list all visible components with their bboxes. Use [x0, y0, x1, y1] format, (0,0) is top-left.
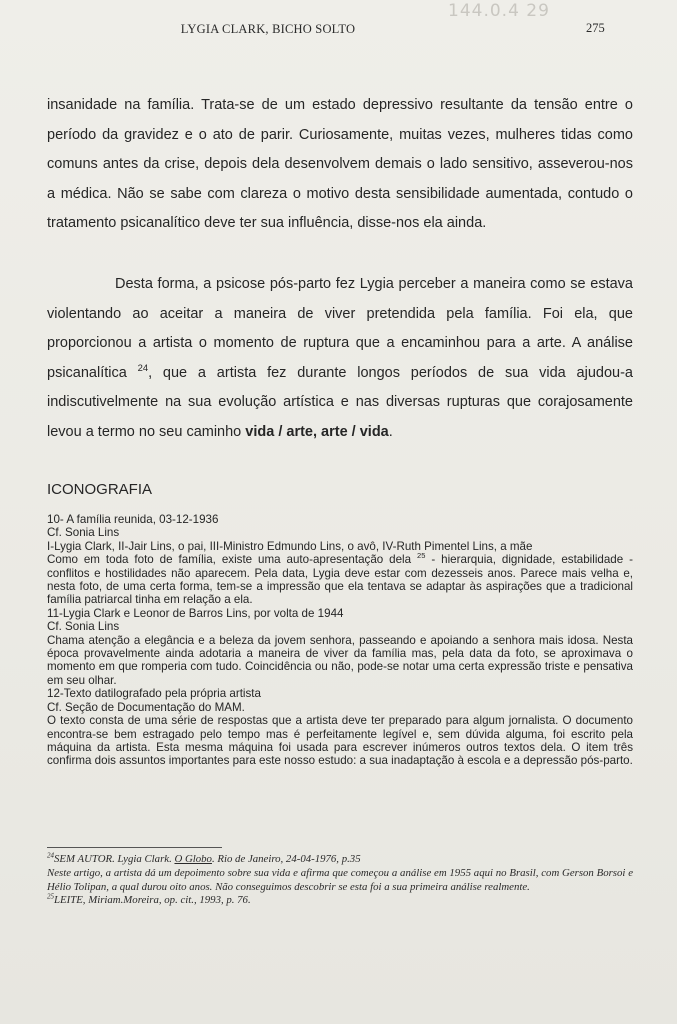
- footnote-divider: [47, 847, 222, 848]
- footnote-24: $^{24}$SEM AUTOR. Lygia Clark. O Globo. Rio de Janeiro, 24-04-1976, p.35: [47, 851, 361, 865]
- figure-title: 12-Texto datilografado pela própria artista: [47, 687, 261, 701]
- figure-caption: I-Lygia Clark, II-Jair Lins, o pai, III-Ministro Edmundo Lins, o avô, IV-Ruth Pimentel Lins, a mãe: [47, 539, 533, 553]
- body-paragraph-1: [47, 91, 633, 239]
- emphasis-text: vida / arte, arte / vida: [245, 423, 389, 440]
- figure-description: Como em toda foto de família, existe uma auto-apresentação dela $^{25}$ - hierarquia, dignidade, estabilidade - conflitos e hostilidades não aparecem. Pela data, Lygia deve estar com dezesseis anos. Parece mais velha e, nesta foto, de uma certa forma, tem-se a impressão que ela tentava se adaptar às aspirações que a tradicional família patriarcal tinha em relação a ela.: [47, 551, 634, 607]
- paragraph-text: insanidade na família. Trata-se de um estado depressivo resultante da tensão entre o período da gravidez e o ato de parir. Curiosamente, muitas vezes, mulheres tidas como comuns antes da crise, depois dela desenvolvem demais o lado sensitivo, asseverou-nos a médica. Não se sabe com clareza o motivo desta sensibilidade aumentada, contudo o tratamento psicanalítico deve ter sua influência, disse-nos ela ainda.: [47, 97, 633, 231]
- footnote-25: $^{25}$LEITE, Miriam.Moreira, op. cit., 1993, p. 76.: [47, 892, 251, 907]
- figure-title: 10- A família reunida, 03-12-1936: [47, 513, 219, 526]
- figure-description: Chama atenção a elegância e a beleza da jovem senhora, passeando e apoiando a senhora mais idosa. Nesta época provavelmente ainda adotaria a maneira de viver da família mas, pela data da foto, se aproximava o momento em que romperia com tudo. Coincidência ou não, pode-se notar uma certa expressão triste e pensativa em seu olhar.: [47, 633, 633, 687]
- footnote-ref-24: 24: [137, 361, 149, 373]
- footnotes: [47, 853, 633, 908]
- figure-source: Cf. Sonia Lins: [47, 620, 120, 634]
- figure-source: Cf. Seção de Documentação do MAM.: [47, 700, 245, 714]
- footnote-ref-25: 25: [417, 551, 426, 561]
- paragraph-text: , que a artista fez durante longos períodos de sua vida ajudou-a indiscutivelmente na sua evolução artística e nas diversas rupturas que corajosamente levou a termo no seu caminho: [47, 364, 633, 440]
- figure-title: 11-Lygia Clark e Leonor de Barros Lins, por volta de 1944: [47, 606, 344, 620]
- running-header: LYGIA CLARK, BICHO SOLTO: [180, 22, 356, 36]
- archive-pencil-mark: 144.0.4 29: [448, 1, 550, 21]
- footnote-24-note: Neste artigo, a artista dá um depoimento sobre sua vida e afirma que começou a análise em 1955 aqui no Brasil, com Gerson Borsoi e Hélio Tolipan, a qual durou oito anos. Não conseguimos descobrir se esta foi a sua primeira análise realmente.: [47, 866, 633, 893]
- body-paragraph-2: Desta forma, a psicose pós-parto fez Lygia perceber a maneira como se estava violentando ao aceitar a maneira de viver pretendida pela família. Foi ela, que proporcionou a artista o momento de ruptura que a encaminhou para a arte. A análise psicanalítica $^{24}$, que a artista fez durante longos períodos de sua vida ajudou-a indiscutivelmente na sua evolução artística e nas diversas rupturas que corajosamente levou a termo no seu caminho vida / arte, arte / vida.: [47, 276, 633, 440]
- iconography-list: [47, 513, 633, 768]
- page-number: 275: [586, 21, 605, 35]
- figure-source: Cf. Sonia Lins: [47, 526, 120, 540]
- paragraph-text: Desta forma, a psicose pós-parto fez Lygia perceber a maneira como se estava violentando ao aceitar a maneira de viver pretendida pela família. Foi ela, que proporcionou a artista o momento de ruptura que a encaminhou para a arte. A análise psicanalítica: [47, 276, 633, 381]
- section-heading-iconografia: ICONOGRAFIA: [47, 481, 153, 498]
- figure-description: O texto consta de uma série de respostas que a artista deve ter preparado para algum jornalista. O documento encontra-se bem estragado pelo tempo mas é perfeitamente legível e, sem dúvida alguma, foi escrito pela máquina da artista. Esta mesma máquina foi usada para escrever inúmeros outros textos dela. O item três confirma dois assuntos importantes para este nosso estudo: a sua inadaptação à escola e a depressão pós-parto.: [47, 714, 633, 768]
